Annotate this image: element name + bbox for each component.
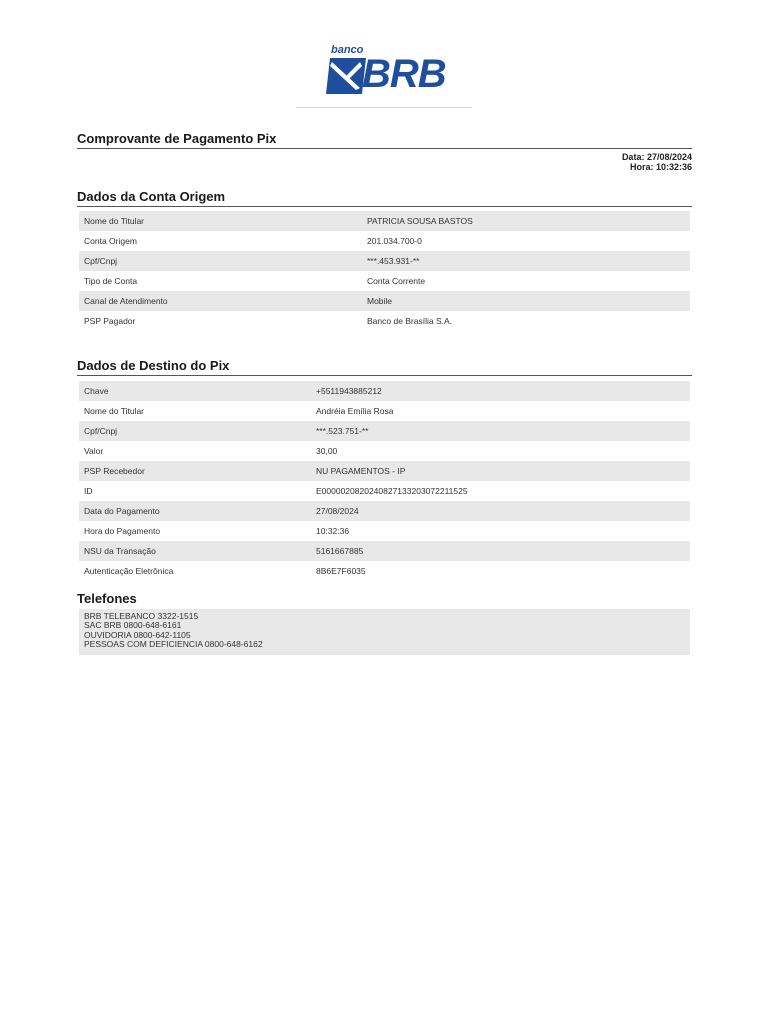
row-label: Autenticação Eletrônica xyxy=(84,566,174,576)
row-label: Chave xyxy=(84,386,109,396)
row-value: Banco de Brasília S.A. xyxy=(367,316,453,326)
row-value: 201.034.700-0 xyxy=(367,236,422,246)
row-label: Conta Origem xyxy=(84,236,137,246)
table-row xyxy=(79,441,690,461)
brb-logo-icon xyxy=(326,58,366,94)
row-label: Data do Pagamento xyxy=(84,506,160,516)
phones-section-title: Telefones xyxy=(77,591,137,606)
row-value: NU PAGAMENTOS - IP xyxy=(316,466,406,476)
logo-brand-text: BRB xyxy=(362,52,446,96)
origin-section-title: Dados da Conta Origem xyxy=(77,189,692,207)
row-label: PSP Pagador xyxy=(84,316,136,326)
destination-table xyxy=(79,381,690,581)
row-value: ***.453.931-** xyxy=(367,256,420,266)
table-row xyxy=(79,381,690,401)
row-label: NSU da Transação xyxy=(84,546,156,556)
row-label: PSP Recebedor xyxy=(84,466,145,476)
row-value: Conta Corrente xyxy=(367,276,426,286)
row-label: Canal de Atendimento xyxy=(84,296,168,306)
phone-line: PESSOAS COM DEFICIENCIA 0800-648-6162 xyxy=(84,638,263,649)
row-value: Mobile xyxy=(367,296,393,306)
table-row xyxy=(79,421,690,441)
row-label: Valor xyxy=(84,446,104,456)
page-title: Comprovante de Pagamento Pix xyxy=(77,131,692,149)
row-label: Cpf/Cnpj xyxy=(84,256,118,266)
row-value: +5511943885212 xyxy=(316,386,382,396)
row-label: Nome do Titular xyxy=(84,406,144,416)
table-row xyxy=(79,271,690,291)
table-row xyxy=(79,541,690,561)
phone-line: SAC BRB 0800-648-6161 xyxy=(84,620,182,631)
table-row xyxy=(79,311,690,331)
row-value: 8B6E7F6035 xyxy=(316,566,366,576)
table-row xyxy=(79,561,690,581)
row-value: ***.523.751-** xyxy=(316,426,369,436)
phone-line: BRB TELEBANCO 3322-1515 xyxy=(84,611,199,621)
table-row xyxy=(79,251,690,271)
row-value: Andréia Emília Rosa xyxy=(316,406,394,416)
row-label: ID xyxy=(84,486,93,496)
table-row xyxy=(79,291,690,311)
row-label: Tipo de Conta xyxy=(84,276,138,286)
phones-box xyxy=(79,609,690,655)
phone-line: OUVIDORIA 0800-642-1105 xyxy=(84,629,191,640)
row-value: E0000020820240827133203072211525 xyxy=(316,486,468,496)
logo-divider xyxy=(296,107,472,108)
table-row xyxy=(79,401,690,421)
logo-small-text: banco xyxy=(331,44,364,56)
table-row xyxy=(79,501,690,521)
row-value: 30,00 xyxy=(316,446,338,456)
row-label: Nome do Titular xyxy=(84,216,144,226)
origin-table xyxy=(79,211,690,331)
row-value: 10:32:36 xyxy=(316,526,350,536)
row-label: Cpf/Cnpj xyxy=(84,426,118,436)
receipt-date: Data: 27/08/2024 xyxy=(621,152,692,162)
row-label: Hora do Pagamento xyxy=(84,526,161,536)
table-row xyxy=(79,461,690,481)
table-row xyxy=(79,231,690,251)
table-row xyxy=(79,481,690,501)
destination-section-title: Dados de Destino do Pix xyxy=(77,358,692,376)
brb-logo xyxy=(324,44,448,96)
receipt-datetime xyxy=(622,152,692,172)
table-row xyxy=(79,211,690,231)
row-value: 5161667885 xyxy=(316,546,364,556)
table-row xyxy=(79,521,690,541)
row-value: PATRICIA SOUSA BASTOS xyxy=(367,216,473,226)
receipt-time: Hora: 10:32:36 xyxy=(629,162,692,172)
row-value: 27/08/2024 xyxy=(316,506,359,516)
